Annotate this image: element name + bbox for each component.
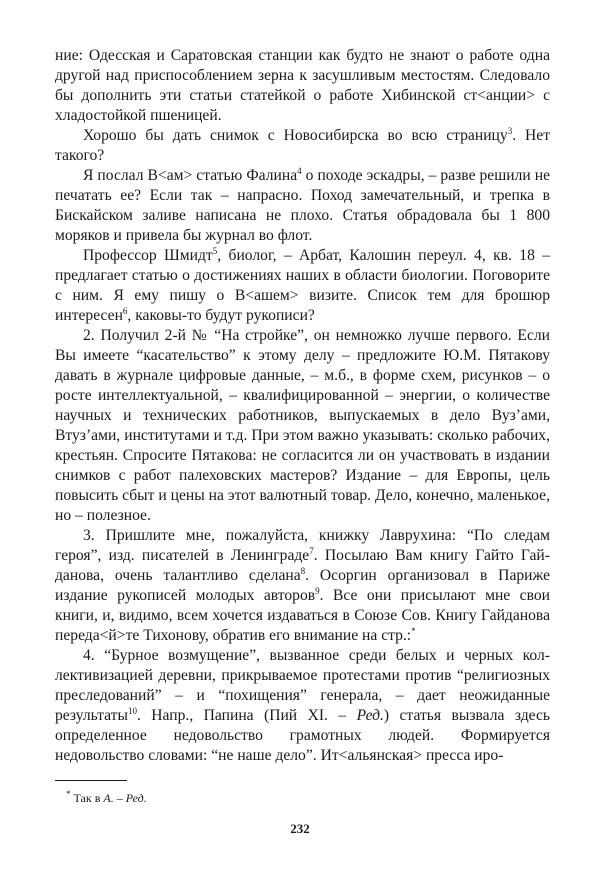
text-run: . Нет такого?: [55, 127, 551, 164]
main-text: [55, 46, 550, 766]
paragraph-2: [55, 126, 550, 166]
footnote: [66, 790, 147, 806]
footnote-ref-asterisk: *: [411, 625, 416, 636]
text-run: о походе эскадры, – разве решили не печатать ее? Если так – напрасно. Поход замечательный, и трепка в Бискайском заливе написана не плохо. Статья обрадовала бы 1 800 моряков и привела бы журнал во флот.: [55, 167, 550, 244]
footnote-text: Так в: [70, 791, 104, 805]
text-run: , биолог, – Арбат, Калошин переул. 4, кв. 18 – предлагает статью о достижениях наших в области биологии. Поговорите с ним. Я ему пишу о В<ашем> визите. Список тем для брошюр интересен: [55, 247, 551, 324]
footnote-dash: –: [113, 791, 126, 805]
footnote-source: А.: [103, 791, 114, 805]
paragraph-4: [55, 246, 550, 326]
paragraph-5: 2. Получил 2-й № “На стройке”, он немножко лучше первого. Если Вы имеете “касательство” к этому делу – предложите Ю.М. Пятакову давать в журнале цифровые данные, – м.б., в форме схем, рисунков – о росте интеллектуальной, – квалифицированной – энергии, о количестве научных и технических работников, выпускаемых в дело Вуз’ами, Втуз’ами, институтами и т.д. При этом важно указывать: сколько рабочих, крестьян. Спросите Пятакова: не согласится ли он участвовать в издании снимков с работ палеховских мастеров? Издание – для Европы, цель повысить сбыт и цены на этот валютный товар. Дело, конечно, маленькое, но – полезное.: [55, 327, 550, 524]
footnote-ref-10: 10: [127, 705, 137, 716]
text-run: Я послал В<ам> статью Фалина: [83, 167, 298, 184]
paragraph-7: [55, 646, 550, 766]
page-number: 232: [290, 821, 310, 836]
text-run: . Посылаю Вам книгу Гайто Гайданова, очень талантливо сделана: [55, 547, 550, 584]
text-run: ) статья вызвала здесь определенное недовольство грамотных людей. Формируется недовольство словами: “не наше дело”. Ит<альянская> пресса иро-: [55, 707, 550, 764]
footnote-ref-5: 5: [212, 245, 218, 256]
page-body: [55, 46, 550, 766]
text-run: , каковы-то будут рукописи?: [127, 307, 315, 324]
text-run: 4. “Бурное возмущение”, вызванное среди белых и черных коллективизацией деревни, прикрываемое протестами против “религиозных преследований” – и “похищения” генерала, – дает неожиданные результаты: [55, 647, 550, 724]
text-run: Хорошо бы дать снимок с Новосибирска во всю страницу: [83, 127, 508, 144]
footnote-editor: Ред.: [125, 791, 147, 805]
paragraph-3: [55, 166, 550, 246]
editor-abbrev: Ред.: [356, 707, 384, 724]
text-run: . Осоргин организовал в Париже издание рукописей молодых авторов: [55, 567, 550, 604]
paragraph-6: [55, 526, 550, 646]
footnote-ref-3: 3: [507, 125, 513, 136]
text-run: 3. Пришлите мне, пожалуйста, книжку Лаврухина: “По следам героя”, изд. писателей в Ленинграде: [55, 527, 550, 564]
text-run: . Все они присылают мне свои книги, и, видимо, всем хочется издаваться в Союзе Сов. Книгу Гайданова переда<й>те Тихонову, обратив его внимание на стр.:: [55, 587, 550, 644]
text-run: Профессор Шмидт: [83, 247, 213, 264]
footnote-ref-8: 8: [300, 565, 306, 576]
footnote-mark: *: [66, 789, 71, 799]
footnote-ref-7: 7: [309, 545, 314, 556]
text-run: . Напр., Папина (Пий XI. –: [136, 707, 357, 724]
footnote-ref-6: 6: [122, 305, 128, 316]
paragraph-1: ние: Одесская и Саратовская станции как будто не знают о работе одна другой над приспособлением зерна к засушливым местостям. Следовало бы дополнить эти статьи статейкой о работе Хибинской ст<анции> с хладостойкой пшеницей.: [55, 47, 550, 124]
footnote-ref-9: 9: [315, 585, 320, 596]
footnote-separator: [55, 780, 127, 781]
footnote-ref-4: 4: [297, 165, 302, 176]
